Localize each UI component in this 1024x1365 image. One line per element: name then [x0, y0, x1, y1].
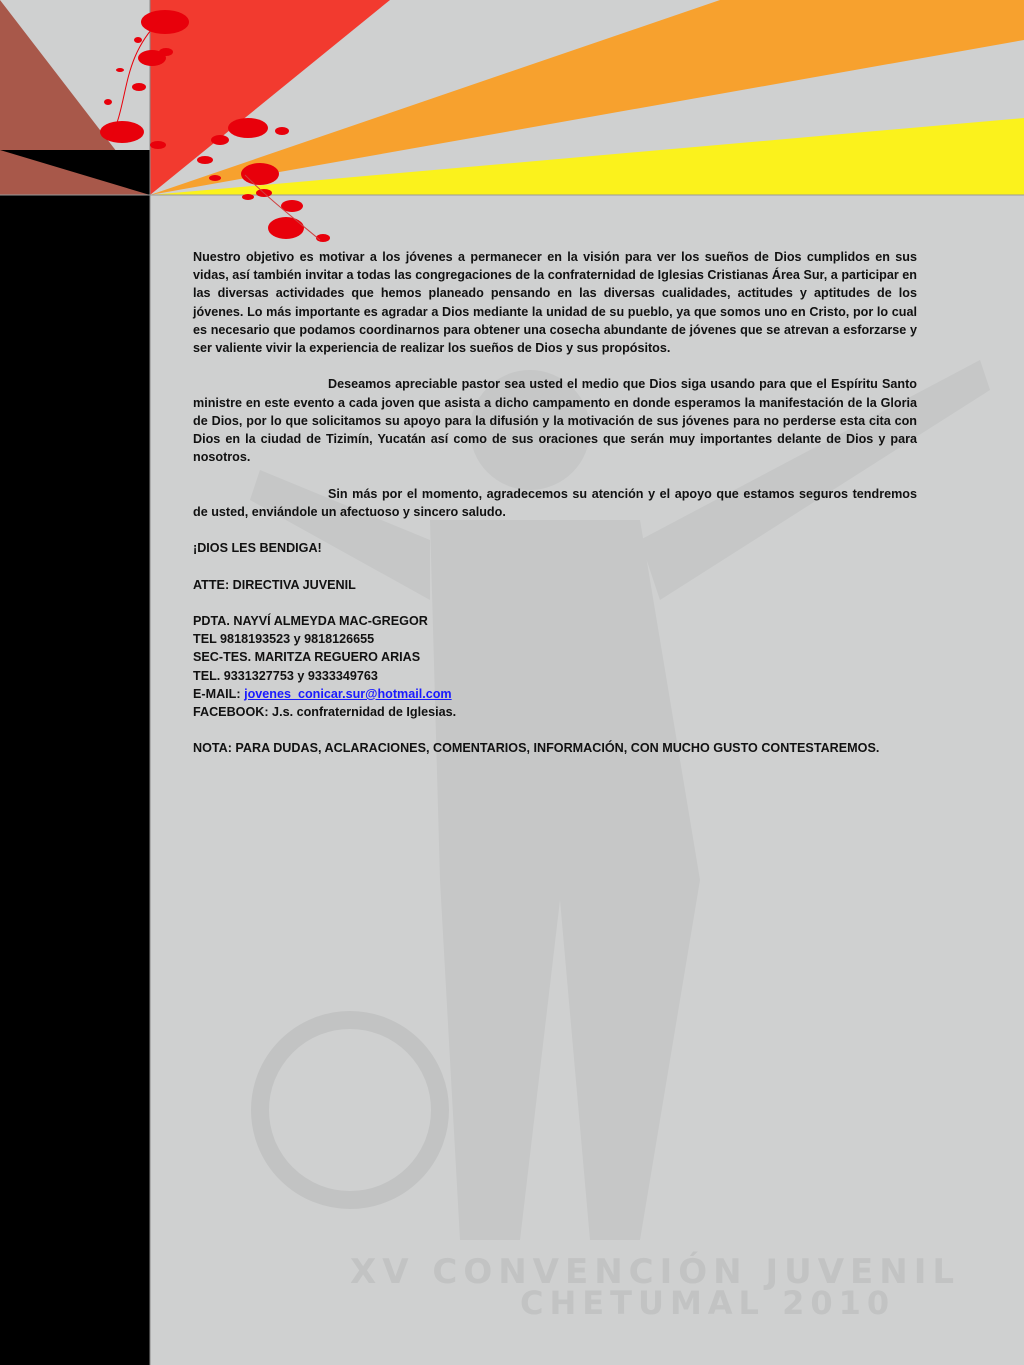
paragraph-closing: Sin más por el momento, agradecemos su atención y el apoyo que estamos seguros tendremos de usted, enviándole un afectuoso y sincero saludo. [193, 486, 917, 519]
facebook-line: FACEBOOK: J.s. confraternidad de Iglesias. [193, 705, 457, 719]
president-phone: TEL 9818193523 y 9818126655 [193, 632, 375, 647]
letter-body [193, 248, 917, 758]
watermark-title: XV CONVENCIÓN JUVENIL [350, 1252, 961, 1292]
paragraph-request: Deseamos apreciable pastor sea usted el medio que Dios siga usando para que el Espíritu Santo ministre en este evento a cada joven que asista a dicho campamento en donde esperamos la manifestación de la Gloria de Dios, por lo que solicitamos su apoyo para la difusión y la motivación de sus jóvenes para no perderse esta cita con Dios en la ciudad de Tizimín, Yucatán así como de sus oraciones que serán muy importantes delante de Dios y para nosotros. [193, 377, 917, 465]
signoff: ATTE: DIRECTIVA JUVENIL [193, 577, 356, 592]
paragraph-objective: Nuestro objetivo es motivar a los jóvenes a permanecer en la visión para ver los sueños de Dios cumplidos en sus vidas, así también invitar a todas las congregaciones de la confraternidad de Iglesias Cristianas Área Sur, a participar en las diversas actividades que hemos planeado pensando en las diversas cualidades, actitudes y aptitudes de los jóvenes. Lo más importante es agradar a Dios mediante la unidad de su pueblo, ya que somos uno en Cristo, por lo cual es necesario que podamos coordinarnos para obtener una cosecha abundante de jóvenes que se atrevan a esforzarse y ser valiente vivir la experiencia de realizar los sueños de Dios y sus propósitos. [193, 250, 917, 356]
secretary-phone: TEL. 9331327753 y 9333349763 [193, 668, 378, 683]
secretary-name: SEC-TES. MARITZA REGUERO ARIAS [193, 650, 421, 665]
email-link[interactable]: jovenes_conicar.sur@hotmail.com [244, 686, 452, 701]
watermark-subtitle: CHETUMAL 2010 [520, 1284, 896, 1322]
black-side-bar [0, 195, 150, 1365]
email-line [193, 685, 917, 703]
blessing: ¡DIOS LES BENDIGA! [193, 541, 322, 556]
note: NOTA: PARA DUDAS, ACLARACIONES, COMENTARIOS, INFORMACIÓN, CON MUCHO GUSTO CONTESTAREMOS. [193, 741, 880, 756]
president-name: PDTA. NAYVÍ ALMEYDA MAC-GREGOR [193, 613, 428, 628]
email-label: E-MAIL: [193, 686, 241, 701]
